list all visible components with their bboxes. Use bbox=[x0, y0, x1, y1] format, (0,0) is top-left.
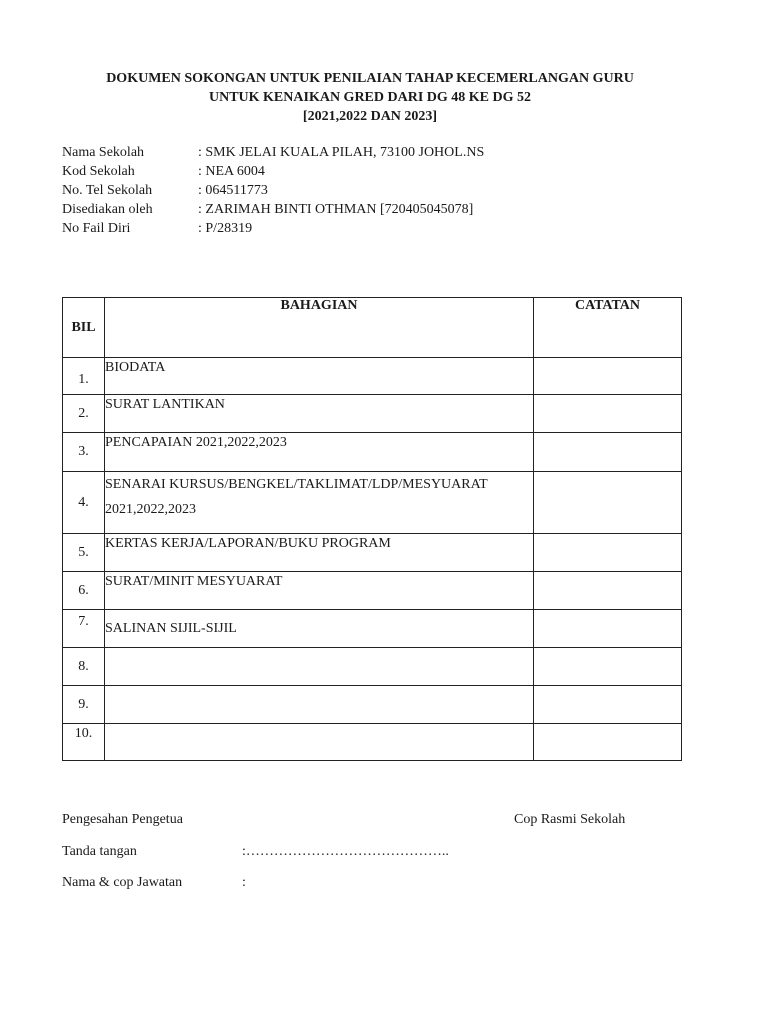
row-section: SURAT LANTIKAN bbox=[105, 395, 534, 433]
row-number: 10. bbox=[63, 724, 105, 761]
info-label: No. Tel Sekolah bbox=[62, 183, 153, 198]
table-row bbox=[63, 433, 682, 472]
row-number: 7. bbox=[63, 610, 105, 648]
info-row-file-number bbox=[62, 219, 484, 238]
row-number: 6. bbox=[63, 572, 105, 610]
table-row bbox=[63, 358, 682, 395]
school-info bbox=[62, 143, 484, 238]
info-row-prepared-by bbox=[62, 200, 484, 219]
table-row bbox=[63, 572, 682, 610]
table-header-row bbox=[63, 298, 682, 358]
row-notes bbox=[534, 433, 682, 472]
row-section: SALINAN SIJIL-SIJIL bbox=[105, 610, 534, 648]
info-label: Disediakan oleh bbox=[62, 202, 153, 217]
header-bil: BIL bbox=[63, 298, 105, 358]
info-row-school-phone bbox=[62, 181, 484, 200]
table-row bbox=[63, 472, 682, 534]
row-section: KERTAS KERJA/LAPORAN/BUKU PROGRAM bbox=[105, 534, 534, 572]
info-label: Nama Sekolah bbox=[62, 145, 145, 160]
row-notes bbox=[534, 610, 682, 648]
table-row bbox=[63, 724, 682, 761]
row-section-line-2: 2021,2022,2023 bbox=[105, 502, 196, 517]
document-title-line-3: [2021,2022 DAN 2023] bbox=[302, 109, 438, 124]
signature-label: Tanda tangan bbox=[62, 844, 137, 859]
header-bahagian: BAHAGIAN bbox=[105, 298, 534, 358]
info-value: : NEA 6004 bbox=[198, 164, 265, 179]
row-notes bbox=[534, 724, 682, 761]
row-section bbox=[105, 648, 534, 686]
row-section: SURAT/MINIT MESYUARAT bbox=[105, 572, 534, 610]
document-checklist-table bbox=[62, 297, 682, 761]
info-label: Kod Sekolah bbox=[62, 164, 135, 179]
row-notes bbox=[534, 572, 682, 610]
info-row-school-name bbox=[62, 143, 484, 162]
signature-line: :…………………………………….. bbox=[242, 844, 449, 859]
row-section-line-1: SENARAI KURSUS/BENGKEL/TAKLIMAT/LDP/MESYUARAT bbox=[105, 477, 488, 492]
row-number: 5. bbox=[63, 534, 105, 572]
row-number: 4. bbox=[63, 472, 105, 534]
table-row bbox=[63, 395, 682, 433]
principal-approval-label: Pengesahan Pengetua bbox=[62, 812, 183, 827]
row-number: 1. bbox=[63, 358, 105, 395]
row-notes bbox=[534, 534, 682, 572]
row-notes bbox=[534, 395, 682, 433]
table-row bbox=[63, 610, 682, 648]
info-label: No Fail Diri bbox=[62, 221, 131, 236]
info-value: : SMK JELAI KUALA PILAH, 73100 JOHOL.NS bbox=[198, 145, 485, 160]
info-value: : P/28319 bbox=[198, 221, 253, 236]
table-row bbox=[63, 534, 682, 572]
table-row bbox=[63, 648, 682, 686]
name-stamp-line: : bbox=[242, 875, 246, 890]
row-notes bbox=[534, 358, 682, 395]
document-title-line-2: UNTUK KENAIKAN GRED DARI DG 48 KE DG 52 bbox=[208, 90, 532, 105]
row-number: 3. bbox=[63, 433, 105, 472]
row-section bbox=[105, 686, 534, 724]
row-number: 9. bbox=[63, 686, 105, 724]
row-section bbox=[105, 472, 534, 534]
info-value: : ZARIMAH BINTI OTHMAN [720405045078] bbox=[198, 202, 474, 217]
info-row-school-code bbox=[62, 162, 484, 181]
row-notes bbox=[534, 472, 682, 534]
row-number: 2. bbox=[63, 395, 105, 433]
row-section: BIODATA bbox=[105, 358, 534, 395]
info-value: : 064511773 bbox=[198, 183, 268, 198]
row-section: PENCAPAIAN 2021,2022,2023 bbox=[105, 433, 534, 472]
row-number: 8. bbox=[63, 648, 105, 686]
row-section bbox=[105, 724, 534, 761]
document-title-line-1: DOKUMEN SOKONGAN UNTUK PENILAIAN TAHAP KECEMERLANGAN GURU bbox=[106, 71, 634, 86]
name-stamp-label: Nama & cop Jawatan bbox=[62, 875, 183, 890]
official-stamp-label: Cop Rasmi Sekolah bbox=[514, 812, 626, 827]
row-notes bbox=[534, 686, 682, 724]
row-notes bbox=[534, 648, 682, 686]
header-catatan: CATATAN bbox=[534, 298, 682, 358]
table-row bbox=[63, 686, 682, 724]
